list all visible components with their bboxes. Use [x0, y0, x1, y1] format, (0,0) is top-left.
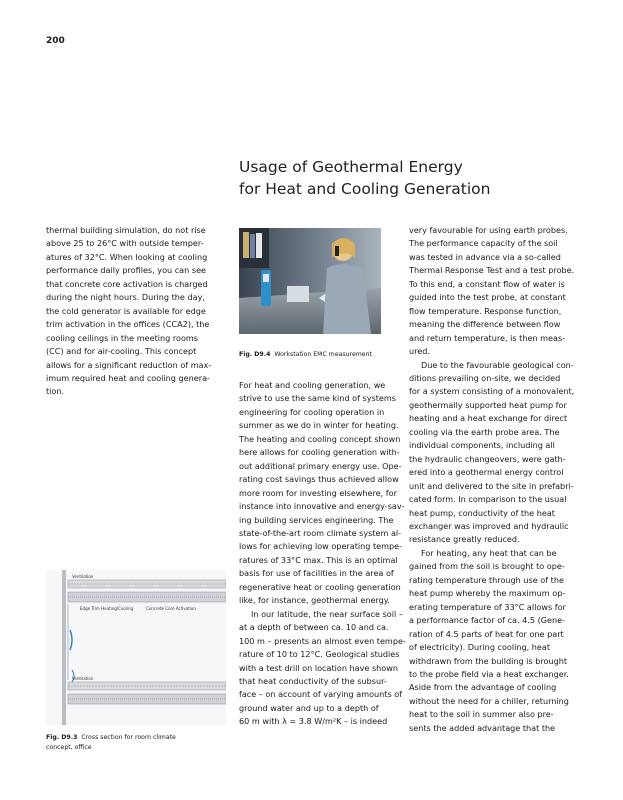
text-line: ration of 4.5 parts of heat for one part [409, 628, 564, 639]
text-line: cooling via the earth probe area. The [409, 426, 560, 437]
text-line: during the night hours. During the day, [46, 292, 205, 303]
text-line: erating temperature of 33°C allows for [409, 601, 566, 612]
text-line: strive to use the same kind of systems [239, 393, 397, 404]
text-line: a performance factor of ca. 4.5 (Gene- [409, 615, 566, 626]
text-line: Thermal Response Test and a test probe. [409, 265, 575, 276]
text-line: withdrawn from the building is brought [409, 655, 568, 666]
diagram-label-top: Ventilation [72, 574, 94, 579]
text-line: cooling ceilings in the meeting rooms [46, 332, 198, 343]
text-line: engineering for cooling operation in [239, 406, 385, 417]
text-line: The performance capacity of the soil [409, 238, 558, 249]
paragraph [239, 608, 404, 729]
text-line: (CC) and for air-cooling. This concept [46, 346, 197, 357]
text-line: heat to the soil in summer also pre- [409, 709, 554, 720]
text-line: rating cost savings thus achieved allow [239, 474, 399, 485]
diagram-caption-label: Fig. D9.3 [46, 734, 78, 741]
text-line: ured. [409, 346, 430, 357]
paragraph [409, 547, 584, 735]
text-line: for a system consisting of a monovalent, [409, 386, 575, 397]
text-line: heat pump whereby the maximum op- [409, 588, 566, 599]
diagram-label-edge: Edge Trim Heating/Cooling [80, 606, 134, 611]
text-line: the cold generator is available for edge [46, 305, 206, 316]
text-line: ground water and up to a depth of [239, 702, 379, 713]
text-line: regenerative heat or cooling generation [239, 581, 401, 592]
text-line: sents the added advantage that the [409, 722, 556, 733]
text-line: For heat and cooling generation, we [239, 380, 386, 390]
text-line: here allows for cooling generation with- [239, 447, 400, 458]
text-line: very favourable for using earth probes. [409, 225, 568, 235]
text-line: Aside from the advantage of cooling [409, 682, 557, 693]
text-line: tion. [46, 386, 65, 397]
diagram-label-core: Concrete Core Activation [146, 606, 196, 611]
paragraph [46, 224, 226, 399]
page-number: 200 [46, 36, 65, 46]
diagram-caption-line-2: concept, office [46, 744, 92, 751]
text-line: thermal building simulation, do not rise [46, 225, 206, 235]
text-line: that concrete core activation is charged [46, 278, 208, 289]
text-line: like, for instance, geothermal energy. [239, 595, 390, 606]
text-line: For heating, any heat that can be [421, 547, 557, 558]
paragraph [409, 359, 584, 547]
text-line: trim activation in the offices (CCA2), the [46, 319, 210, 330]
text-line: above 25 to 26°C with outside temper- [46, 238, 204, 249]
text-line: meaning the difference between flow [409, 319, 561, 330]
text-line: without the need for a chiller, returning [409, 695, 569, 706]
text-line: atures of 32°C. When looking at cooling [46, 251, 208, 262]
workstation-photo [239, 228, 381, 334]
text-line: 60 m with λ = 3.8 W/m²K – is indeed [239, 716, 388, 727]
text-line: state-of-the-art room climate system al- [239, 527, 402, 538]
paragraph [409, 224, 584, 359]
text-line: at a depth of between ca. 10 and ca. [239, 622, 389, 633]
text-line: geothermally supported heat pump for [409, 399, 567, 410]
text-line: was tested in advance via a so-called [409, 251, 561, 262]
title-line-2: for Heat and Cooling Generation [239, 180, 491, 198]
text-line: ditions prevailing on-site, we decided [409, 372, 561, 383]
text-line: unit and delivered to the site in prefabri- [409, 480, 574, 491]
text-line: rature of 10 to 12°C. Geological studies [239, 649, 400, 660]
paragraph [239, 379, 404, 608]
text-line: the hydraulic changeovers, were gath- [409, 453, 566, 464]
photo-caption-text: Workstation EMC measurement [274, 351, 372, 358]
article-title [239, 156, 490, 200]
text-line: 100 m – presents an almost even tempe- [239, 635, 406, 646]
text-line: with a test drill on location have shown [239, 662, 398, 673]
text-line: that heat conductivity of the subsur- [239, 675, 387, 686]
text-column-2 [239, 379, 404, 729]
text-column-3 [409, 224, 584, 735]
text-line: of electricity). During cooling, heat [409, 642, 551, 653]
diagram-caption-line-1: Cross section for room climate [81, 734, 176, 741]
text-line: lows for achieving low operating tempe- [239, 541, 403, 552]
photo-caption [239, 350, 372, 360]
text-line: performance daily profiles, you can see [46, 265, 207, 276]
text-line: summer as we do in winter for heating. [239, 420, 399, 431]
text-line: instance into innovative and energy-sav- [239, 501, 405, 512]
text-line: out additional primary energy use. Ope- [239, 460, 402, 471]
title-line-1: Usage of Geothermal Energy [239, 158, 463, 176]
text-line: more room for investing elsewhere, for [239, 487, 397, 498]
text-line: face – on account of varying amounts of [239, 689, 403, 700]
text-line: exchanger was improved and hydraulic [409, 520, 569, 531]
text-column-1 [46, 224, 226, 399]
text-line: In our latitude, the near surface soil – [251, 608, 403, 619]
diagram-label-bottom: Ventilation [72, 676, 94, 681]
text-line: flow temperature. Response function, [409, 305, 562, 316]
text-line: and return temperature, is then meas- [409, 332, 566, 343]
text-line: Due to the favourable geological con- [421, 359, 574, 370]
text-line: resistance greatly reduced. [409, 534, 520, 545]
text-line: heat pump, conductivity of the heat [409, 507, 555, 518]
text-line: The heating and cooling concept shown [239, 433, 401, 444]
text-line: ing building services engineering. The [239, 514, 394, 525]
text-line: heating and a heat exchange for direct [409, 413, 568, 424]
text-line: ratures of 33°C max. This is an optimal [239, 554, 398, 565]
text-line: guided into the test probe, at constant [409, 292, 566, 303]
text-line: to the probe field via a heat exchanger. [409, 668, 569, 679]
diagram-caption [46, 733, 176, 753]
text-line: allows for a significant reduction of max- [46, 359, 212, 370]
text-line: cated form. In comparison to the usual [409, 494, 567, 505]
text-line: rating temperature through use of the [409, 574, 564, 585]
text-line: imum required heat and cooling genera- [46, 372, 210, 383]
text-line: basis for use of facilities in the area of [239, 568, 394, 579]
text-line: individual components, including all [409, 440, 555, 451]
photo-caption-label: Fig. D9.4 [239, 351, 271, 358]
cross-section-diagram [46, 570, 226, 725]
text-line: ered into a geothermal energy control [409, 467, 564, 478]
text-line: To this end, a constant flow of water is [409, 278, 565, 289]
text-line: gained from the soil is brought to ope- [409, 561, 565, 572]
